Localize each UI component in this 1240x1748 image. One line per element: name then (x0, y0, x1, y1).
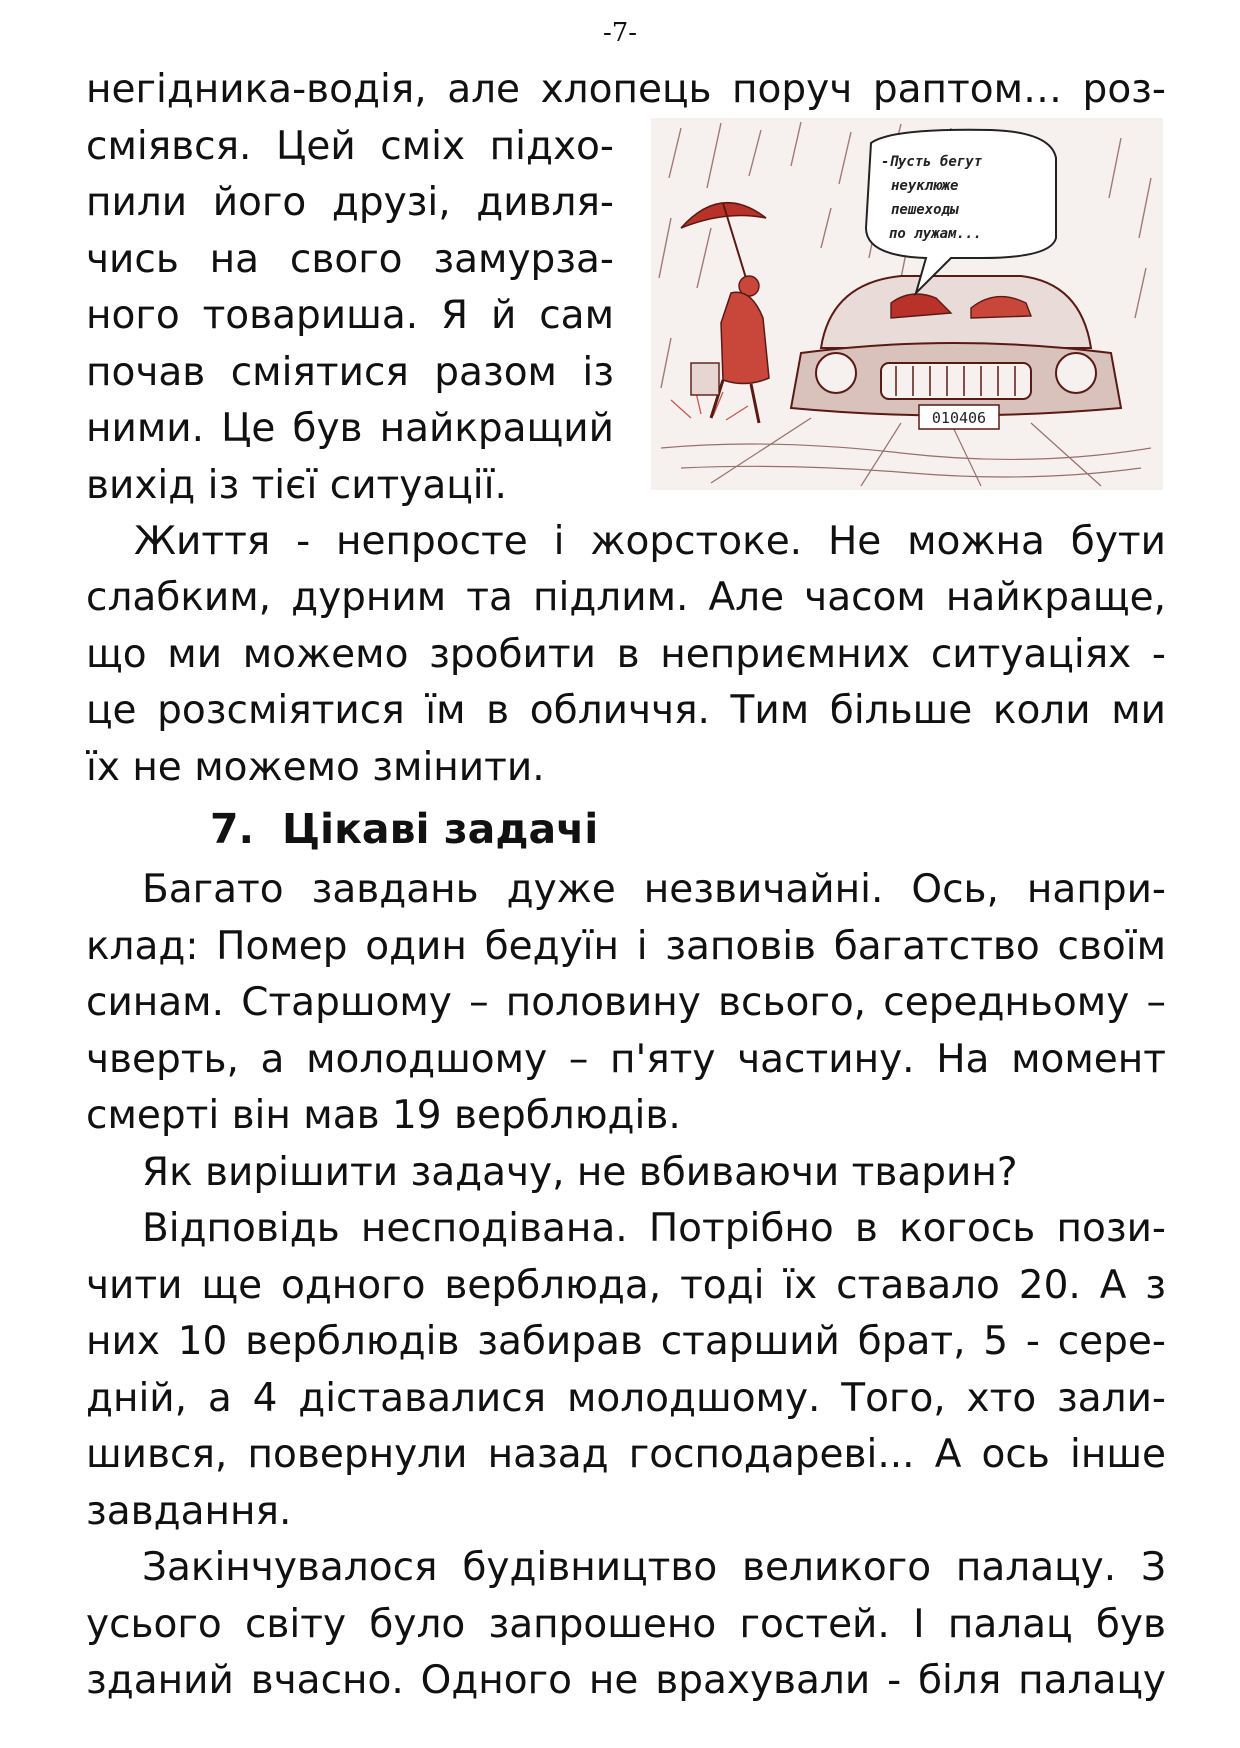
page-number: -7- (602, 18, 638, 48)
text-line: завдання. (86, 1488, 292, 1534)
text-line: смерті він мав 19 верблюдів. (86, 1093, 681, 1138)
section-heading (86, 796, 1166, 862)
page-body (86, 62, 1166, 1710)
text-line: слабким, дурним та підлим. Але часом найкраще, (86, 575, 1166, 620)
text-line: негідника-водія, але хлопець поруч раптом… роз- (86, 67, 1166, 112)
text-line: Відповідь несподівана. Потрібно в когось пози- (142, 1206, 1166, 1251)
text-line: усього світу було запрошено гостей. І палац був (86, 1601, 1166, 1647)
bubble-line: неуклюже (891, 178, 959, 194)
text-line: Закінчувалося будівництво великого палацу. З (142, 1545, 1166, 1590)
text-line: них 10 верблюдів забирав старший брат, 5 - сере- (86, 1319, 1166, 1364)
text-line: дній, а 4 діставалися молодшому. Того, хто зали- (86, 1375, 1166, 1421)
section-title: Цікаві задачі (282, 805, 599, 853)
cartoon-illustration (651, 118, 1163, 490)
bubble-line: по лужам... (889, 226, 982, 242)
text-line: ного товариша. Я й сам (86, 293, 614, 338)
text-line: їх не можемо змінити. (86, 744, 545, 790)
text-line: чити ще одного верблюда, тоді їх ставало 20. А з (86, 1262, 1166, 1308)
text-line: чись на свого замурза- (86, 236, 614, 282)
license-plate: 010406 (931, 409, 987, 427)
bubble-line: пешеходы (891, 202, 959, 218)
text-line: почав сміятися разом із (86, 349, 614, 395)
text-line: пили його друзі, дивля- (86, 180, 614, 225)
text-line: сміявся. Цей сміх підхо- (86, 123, 614, 169)
text-line: шився, повернули назад господареві... А ось інше (86, 1432, 1166, 1477)
text-line: Життя - непросте і жорстоке. Не можна бути (134, 518, 1166, 564)
section-number: 7. (210, 805, 255, 853)
text-line: Як вирішити задачу, не вбиваючи тварин? (142, 1149, 1018, 1195)
text-line: чверть, а молодшому – п'яту частину. На момент (86, 1036, 1166, 1082)
text-line: зданий вчасно. Одного не врахували - біля палацу (86, 1658, 1166, 1703)
text-line: що ми можемо зробити в неприємних ситуаціях - (86, 631, 1166, 677)
bubble-line: -Пусть бегут (881, 154, 983, 170)
text-line: це розсміятися їм в обличчя. Тим більше коли ми (86, 688, 1166, 733)
text-line: ними. Це був найкращий (86, 406, 614, 451)
text-line: Багато завдань дуже незвичайні. Ось, напри- (142, 867, 1166, 912)
narrow-text-column (86, 119, 614, 515)
text-line: синам. Старшому – половину всього, середньому – (86, 980, 1166, 1025)
text-line: клад: Помер один бедуїн і заповів багатство своїм (86, 923, 1166, 969)
text-line: вихід із тієї ситуації. (86, 462, 507, 508)
